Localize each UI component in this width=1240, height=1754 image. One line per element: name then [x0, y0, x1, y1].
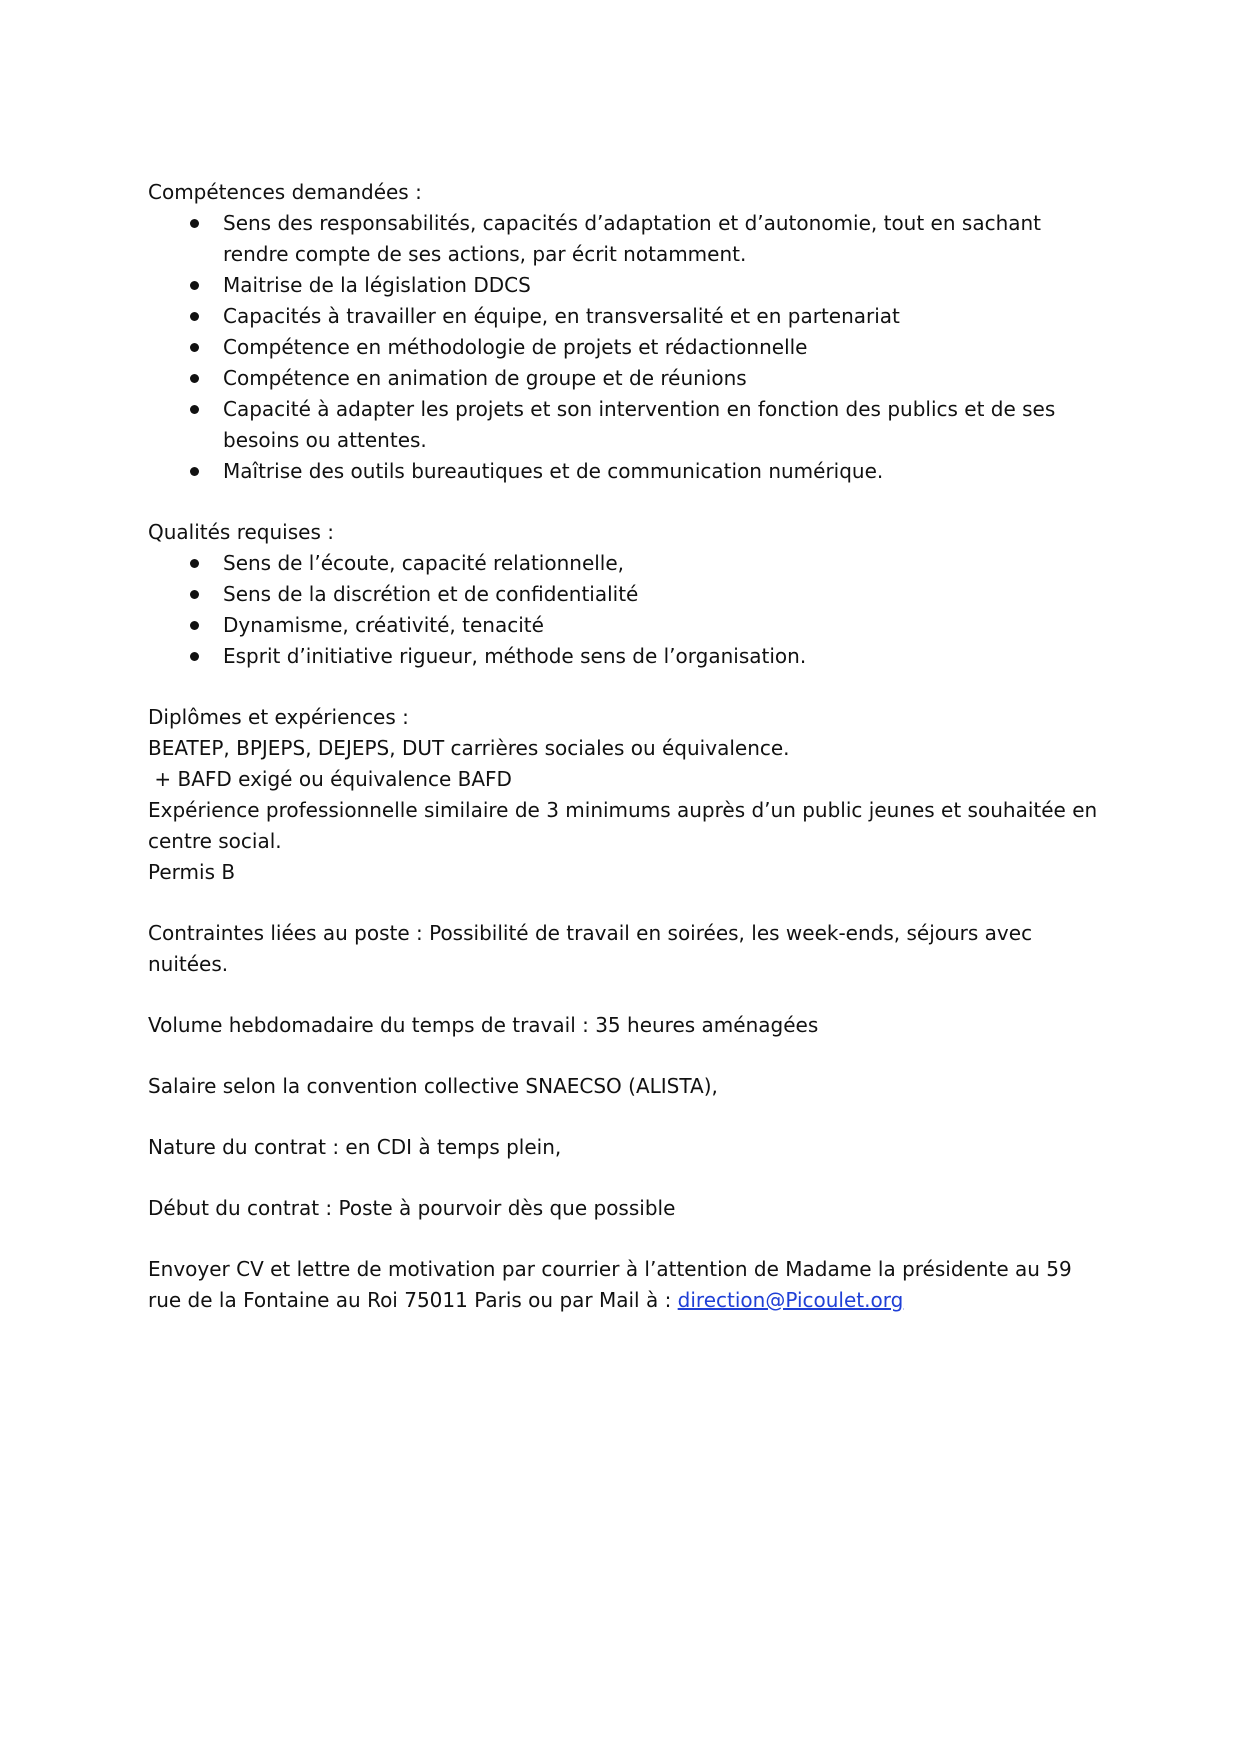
list-item — [148, 208, 1108, 270]
volume-text: Volume hebdomadaire du temps de travail : 35 heures aménagées — [148, 1013, 819, 1037]
list-item — [148, 394, 1108, 456]
contraintes-section — [148, 918, 1108, 980]
list-item — [148, 363, 1108, 394]
bullet-icon — [190, 590, 199, 599]
competences-section — [148, 177, 1108, 487]
salaire-text: Salaire selon la convention collective SNAECSO (ALISTA), — [148, 1074, 718, 1098]
list-item — [148, 641, 1108, 672]
debut-text: Début du contrat : Poste à pourvoir dès que possible — [148, 1196, 676, 1220]
bullet-icon — [190, 652, 199, 661]
bullet-icon — [190, 621, 199, 630]
bullet-icon — [190, 343, 199, 352]
qualites-list — [148, 548, 1108, 672]
diplomes-line: BEATEP, BPJEPS, DEJEPS, DUT carrières sociales ou équivalence. — [148, 736, 790, 760]
list-item-text: Sens de l’écoute, capacité relationnelle, — [223, 551, 625, 575]
diplomes-title: Diplômes et expériences : — [148, 705, 409, 729]
salaire-section — [148, 1071, 1108, 1102]
debut-section — [148, 1193, 1108, 1224]
list-item-text: Sens des responsabilités, capacités d’adaptation et d’autonomie, tout en sachant rendre compte de ses actions, par écrit notamment. — [223, 211, 1042, 266]
bullet-icon — [190, 312, 199, 321]
competences-title: Compétences demandées : — [148, 180, 422, 204]
list-item — [148, 301, 1108, 332]
email-link[interactable]: direction@Picoulet.org — [677, 1288, 904, 1312]
envoyer-text: Envoyer CV et lettre de motivation par courrier à l’attention de Madame la présidente au 59 rue de la Fontaine au Roi 75011 Paris ou par Mail à : — [148, 1257, 1072, 1312]
list-item-text: Maîtrise des outils bureautiques et de communication numérique. — [223, 459, 884, 483]
bullet-icon — [190, 467, 199, 476]
bullet-icon — [190, 405, 199, 414]
nature-text: Nature du contrat : en CDI à temps plein, — [148, 1135, 562, 1159]
list-item — [148, 548, 1108, 579]
list-item — [148, 332, 1108, 363]
diplomes-line: + BAFD exigé ou équivalence BAFD — [148, 767, 512, 791]
qualites-section — [148, 517, 1108, 672]
list-item — [148, 456, 1108, 487]
diplomes-section — [148, 702, 1108, 888]
list-item-text: Maitrise de la législation DDCS — [223, 273, 531, 297]
diplomes-line: Permis B — [148, 860, 236, 884]
list-item-text: Dynamisme, créativité, tenacité — [223, 613, 544, 637]
envoyer-section — [148, 1254, 1108, 1316]
bullet-icon — [190, 281, 199, 290]
contraintes-text: Contraintes liées au poste : Possibilité de travail en soirées, les week-ends, séjours avec nuitées. — [148, 921, 1033, 976]
bullet-icon — [190, 374, 199, 383]
qualites-title: Qualités requises : — [148, 520, 334, 544]
list-item-text: Capacité à adapter les projets et son intervention en fonction des publics et de ses besoins ou attentes. — [223, 397, 1056, 452]
document-page — [148, 177, 1108, 1346]
list-item-text: Capacités à travailler en équipe, en transversalité et en partenariat — [223, 304, 900, 328]
list-item — [148, 270, 1108, 301]
nature-section — [148, 1132, 1108, 1163]
list-item — [148, 579, 1108, 610]
envoyer-paragraph — [148, 1254, 1108, 1316]
list-item-text: Compétence en animation de groupe et de réunions — [223, 366, 747, 390]
list-item-text: Sens de la discrétion et de confidentialité — [223, 582, 639, 606]
volume-section — [148, 1010, 1108, 1041]
bullet-icon — [190, 559, 199, 568]
competences-list — [148, 208, 1108, 487]
bullet-icon — [190, 219, 199, 228]
list-item-text: Compétence en méthodologie de projets et rédactionnelle — [223, 335, 808, 359]
list-item — [148, 610, 1108, 641]
list-item-text: Esprit d’initiative rigueur, méthode sens de l’organisation. — [223, 644, 807, 668]
diplomes-line: Expérience professionnelle similaire de 3 minimums auprès d’un public jeunes et souhaitée en centre social. — [148, 798, 1098, 853]
